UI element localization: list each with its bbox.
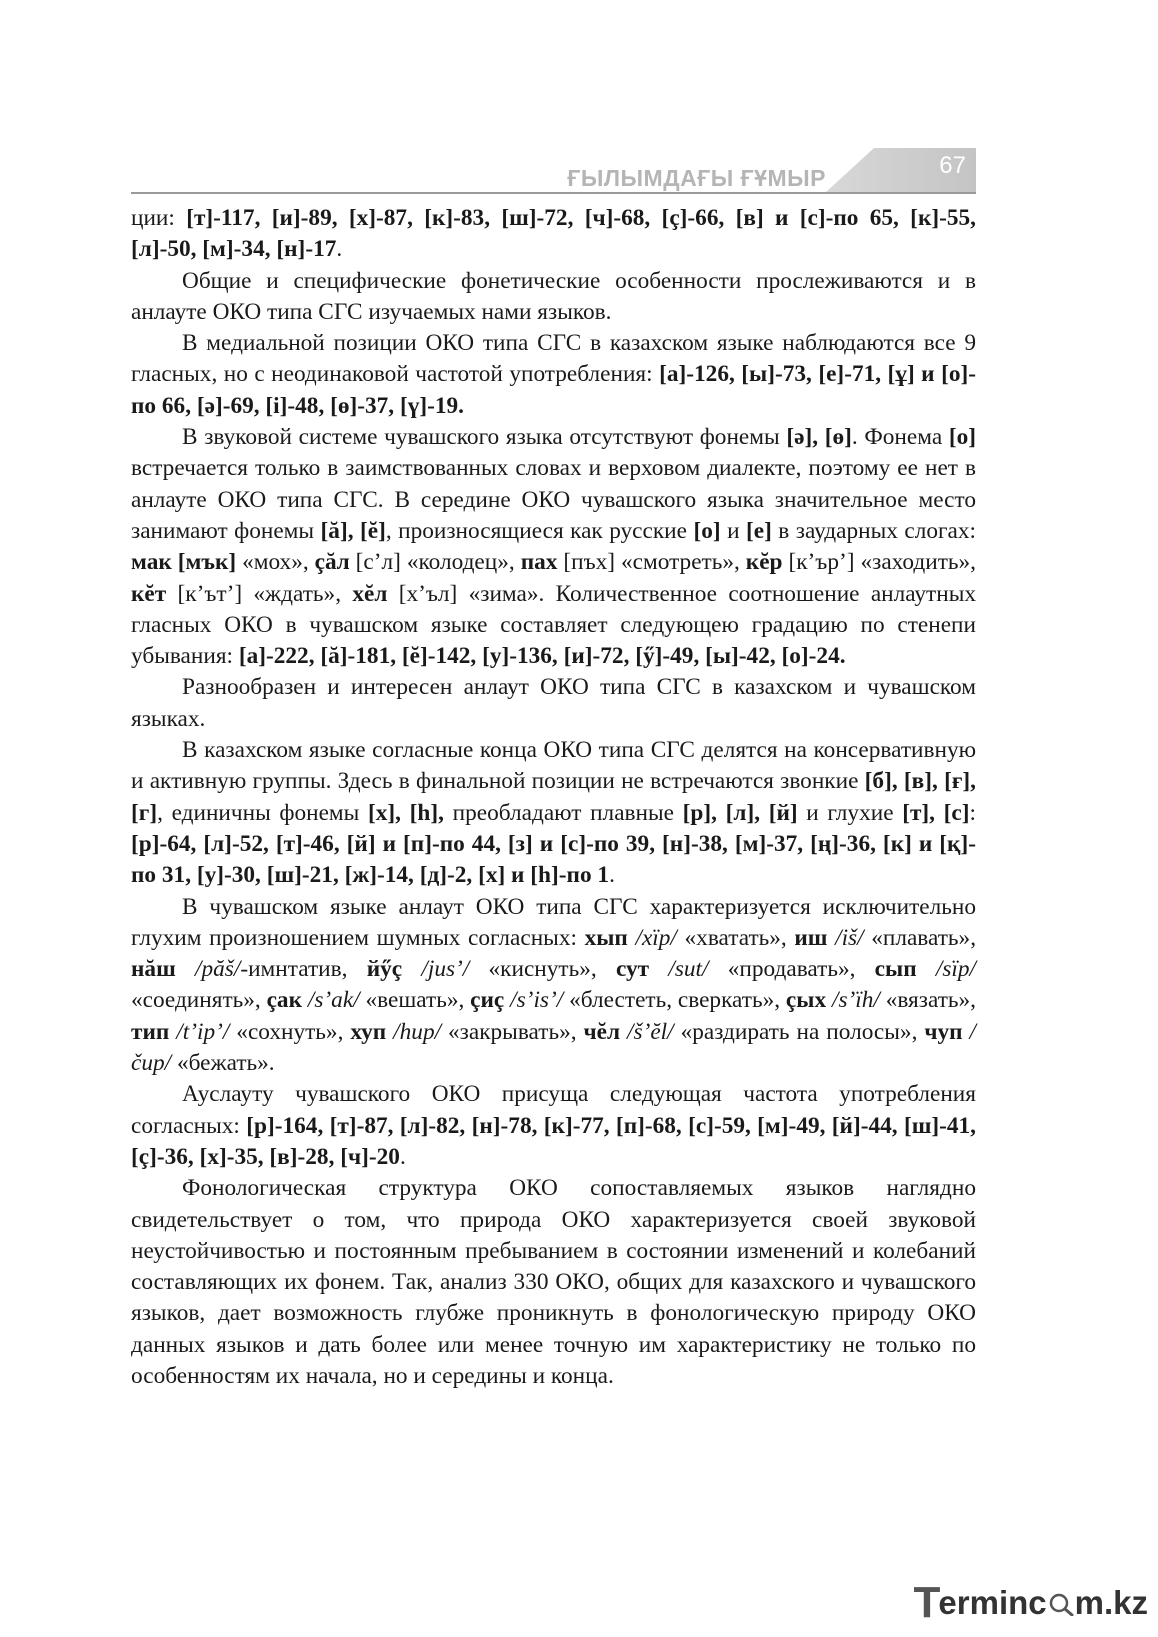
text-run	[620, 1019, 627, 1045]
bold-run: тип	[131, 1018, 170, 1045]
text-run: «раздирать на полосы»,	[673, 1018, 925, 1045]
text-run: .	[399, 1143, 406, 1170]
text-run: встречается только в заимствованных словах и верховом диалекте, поэтому ее нет в анлауте ОКО типа СГС. В середине ОКО чувашского языка значительное место занимают фонемы	[131, 455, 976, 544]
italic-run: /š’ĕl/	[627, 1018, 674, 1045]
text-run: , единичны фонемы	[157, 799, 368, 826]
paragraph	[131, 892, 976, 1080]
text-run: «плавать»,	[863, 924, 977, 951]
text-run: :	[969, 799, 976, 826]
text-run: , произносящиеся как русские	[385, 517, 694, 544]
text-run: «блестеть, сверкать»,	[563, 987, 786, 1014]
bold-run: нăш	[131, 956, 176, 983]
bold-run: [о]	[948, 424, 977, 451]
text-run: преобладают плавные	[443, 799, 683, 826]
article-body	[131, 203, 976, 1392]
paragraph	[131, 328, 976, 422]
bold-run: кĕт	[131, 580, 167, 607]
paragraph	[131, 672, 976, 735]
journal-title: ҒЫЛЫМДАҒЫ ҒҰМЫР	[567, 165, 826, 191]
text-run: Общие и специфические фонетические особенности прослеживаются и в анлауте ОКО типа СГС изучаемых нами языков.	[131, 267, 976, 325]
text-run: «соединять»,	[131, 987, 267, 1014]
text-run	[176, 956, 195, 982]
bold-run: çиç	[470, 987, 505, 1014]
text-run: -имнтатив,	[240, 956, 367, 983]
text-run: и глухие	[797, 799, 903, 826]
text-run: Разнообразен и интересен анлаут ОКО типа СГС в казахском и чувашском языках.	[131, 674, 976, 732]
text-run: «бежать».	[171, 1050, 275, 1077]
paragraph	[131, 1173, 976, 1392]
bold-run: [б], [в], [ғ], [г]	[131, 768, 976, 826]
text-run: [пъх] «смотреть»,	[557, 549, 746, 576]
text-run: «хватать»,	[676, 924, 795, 951]
bold-run: çăл	[314, 549, 350, 576]
watermark-text-2: m.kz	[1074, 1584, 1148, 1621]
running-header	[131, 148, 976, 194]
paragraph	[131, 735, 976, 891]
bold-run: [о]	[693, 517, 721, 544]
italic-run: /jus’/	[421, 956, 470, 983]
bold-run: чуп	[924, 1018, 963, 1045]
text-run: [с’л] «колодец»,	[349, 549, 521, 576]
text-run: «вязать»,	[879, 987, 976, 1014]
bold-run: [т]-117, [и]-89, [х]-87, [к]-83, [ш]-72, [ч]-68, [ç]-66, [в] и [с]-по 65, [к]-55, [л]-50, [м]-34, [н]-17	[131, 205, 977, 263]
italic-run: /xïp/	[635, 924, 677, 951]
text-run: и	[720, 517, 746, 544]
italic-run: /iš/	[835, 924, 864, 951]
text-run: В медиальной позиции ОКО типа СГС в казахском языке наблюдаются все 9 гласных, но с неодинаковой частотой употребления:	[131, 330, 976, 388]
text-run: ции:	[131, 205, 187, 231]
italic-run: /păš/	[195, 956, 241, 983]
text-run	[917, 956, 936, 982]
text-run: В чувашском языке анлаут ОКО типа СГС характеризуется исключительно глухим произношением шумных согласных:	[131, 893, 976, 951]
bold-run: мак [мък]	[131, 549, 237, 576]
paragraph	[131, 422, 976, 672]
text-run: [х’ъл] «зима». Количественное соотношение анлаутных гласных ОКО в чувашском языке составляет следующею градацию по стенепи убывания:	[131, 580, 977, 670]
text-run: Ауслауту чувашского ОКО присуща следующая частота употребления согласных:	[131, 1081, 976, 1139]
italic-run: /sïp/	[935, 956, 977, 983]
text-run: «мох»,	[236, 549, 315, 576]
text-run: .	[609, 862, 615, 889]
page-number: 67	[939, 152, 966, 179]
bold-run: сут	[615, 956, 650, 983]
text-run: . Фонема	[851, 424, 949, 451]
text-run: «продавать»,	[708, 956, 875, 983]
italic-run: /sut/	[668, 956, 709, 983]
text-run: «киснуть»,	[469, 956, 616, 983]
bold-run: çак	[266, 987, 303, 1014]
site-watermark	[913, 1578, 1148, 1627]
text-run: «сохнуть»,	[229, 1018, 351, 1045]
bold-run: пах	[520, 549, 558, 576]
text-run	[649, 956, 668, 982]
bold-run: чĕл	[583, 1018, 621, 1045]
bold-run: [е]	[746, 517, 772, 544]
text-run: В казахском языке согласные конца ОКО типа СГС делятся на консервативную и активную группы. Здесь в финальной позиции не встречаются звонкие	[131, 737, 976, 795]
bold-run: çых	[785, 987, 827, 1014]
paragraph	[131, 1079, 976, 1173]
bold-run: хып	[584, 924, 628, 951]
bold-run: [х], [һ],	[368, 799, 444, 826]
italic-run: /s’ak/	[307, 987, 360, 1014]
text-run	[827, 925, 835, 951]
watermark-text-1: erminc	[938, 1584, 1047, 1621]
bold-run: [р], [л], [й]	[682, 799, 798, 826]
text-run: в заударных слогах:	[771, 517, 976, 544]
bold-run: [р]-164, [т]-87, [л]-82, [н]-78, [к]-77, [п]-68, [с]-59, [м]-49, [й]-44, [ш]-41, [ç]-36, [х]-35, [в]-28, [ч]-20	[131, 1112, 977, 1170]
italic-run: /s’is’/	[510, 987, 564, 1014]
bold-run: [а]-126, [ы]-73, [е]-71, [ұ] и [о]-по 66, [ә]-69, [і]-48, [ө]-37, [ү]-19.	[131, 361, 976, 419]
bold-run: хуп	[350, 1018, 387, 1045]
bold-run: йӳç	[366, 956, 403, 983]
bold-run: хĕл	[352, 580, 388, 607]
bold-run: кĕр	[745, 549, 783, 576]
bold-run: сып	[874, 956, 917, 983]
text-run: Фонологическая структура ОКО сопоставляемых языков наглядно свидетельствует о том, что природа ОКО характеризуется своей звуковой неустойчивостью и постоянным пребыванием в состоянии изменений и колебаний составляющих их фонем. Так, анализ 330 ОКО, общих для казахского и чувашского языков, дает возможность глубже проникнуть в фонологическую природу ОКО данных языков и дать более или менее точную им характеристику не только по особенностям их начала, но и середины и конца.	[131, 1175, 976, 1389]
italic-run: /s’ïh/	[831, 987, 880, 1014]
bold-run: иш	[794, 924, 828, 951]
bold-run: [т], [с]	[902, 799, 970, 826]
text-run: [к’ър’] «заходить»,	[782, 549, 977, 576]
bold-run: [ә], [ө]	[786, 424, 852, 451]
text-run: «закрывать»,	[441, 1018, 584, 1045]
bold-run: [ă], [ĕ]	[320, 517, 386, 544]
paragraph	[131, 266, 976, 329]
italic-run: /čup/	[131, 1018, 977, 1077]
header-rule	[131, 192, 976, 194]
bold-run: [р]-64, [л]-52, [т]-46, [й] и [п]-по 44, [з] и [с]-по 39, [н]-38, [м]-37, [ң]-36, [к] и [қ]-по 31, [у]-30, [ш]-21, [ж]-14, [д]-2, [х] и [һ]-по 1	[131, 830, 976, 889]
italic-run: /hup/	[393, 1018, 442, 1045]
text-run: [к’ът’] «ждать»,	[166, 580, 353, 607]
text-run	[963, 1019, 970, 1045]
paragraph	[131, 203, 976, 266]
magnifier-icon	[1048, 1590, 1074, 1616]
text-run	[402, 956, 421, 982]
watermark-letter-t: T	[913, 1578, 941, 1627]
italic-run: /t’ip’/	[176, 1018, 230, 1045]
text-run: «вешать»,	[359, 987, 471, 1014]
text-run: В звуковой системе чувашского языка отсутствуют фонемы	[182, 424, 787, 451]
bold-run: [а]-222, [ă]-181, [ĕ]-142, [у]-136, [и]-72, [ӳ]-49, [ы]-42, [о]-24.	[238, 643, 846, 670]
text-run: .	[336, 236, 343, 263]
